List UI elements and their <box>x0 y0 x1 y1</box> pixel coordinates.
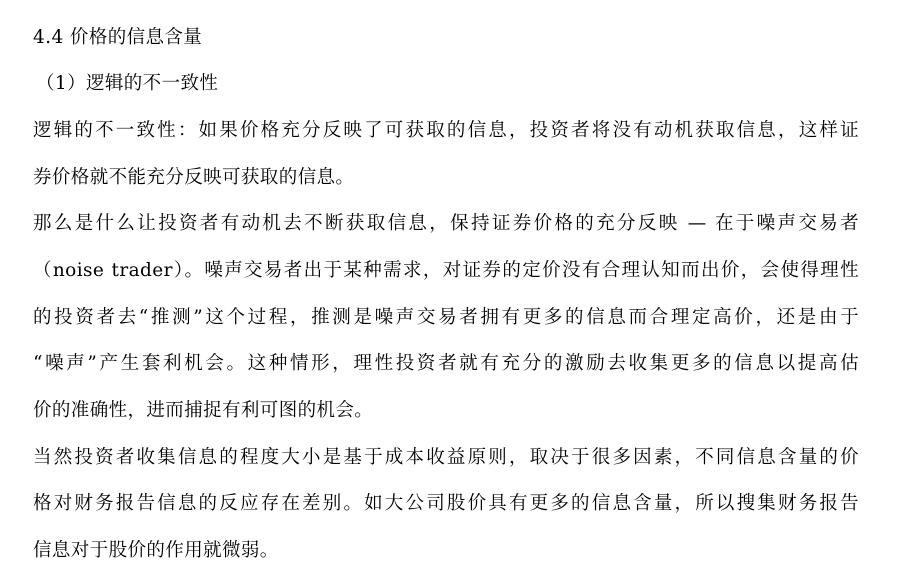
paragraph-line: 信息对于股价的作用就微弱。 <box>33 540 279 561</box>
paragraph-line: 当然投资者收集信息的程度大小是基于成本收益原则，取决于很多因素，不同信息含量的价 <box>33 447 859 468</box>
paragraph-line: 券价格就不能充分反映可获取的信息。 <box>33 167 355 188</box>
paragraph-line: 那么是什么让投资者有动机去不断获取信息，保持证券价格的充分反映 — 在于噪声交易者 <box>33 213 859 234</box>
paragraph-line: 逻辑的不一致性：如果价格充分反映了可获取的信息，投资者将没有动机获取信息，这样证 <box>33 120 859 141</box>
paragraph-line: 的投资者去“推测”这个过程，推测是噪声交易者拥有更多的信息而合理定高价，还是由于 <box>33 307 859 328</box>
paragraph-line: “噪声”产生套利机会。这种情形，理性投资者就有充分的激励去收集更多的信息以提高估 <box>33 353 859 374</box>
section-heading: 4.4 价格的信息含量 <box>33 27 203 48</box>
subsection-heading: （1）逻辑的不一致性 <box>36 73 219 94</box>
paragraph-line: （noise trader）。噪声交易者出于某种需求，对证券的定价没有合理认知而出价，会使得理性 <box>33 260 859 281</box>
paragraph-line: 价的准确性，进而捕捉有利可图的机会。 <box>33 400 374 421</box>
paragraph-line: 格对财务报告信息的反应存在差别。如大公司股价具有更多的信息含量，所以搜集财务报告 <box>33 493 859 514</box>
